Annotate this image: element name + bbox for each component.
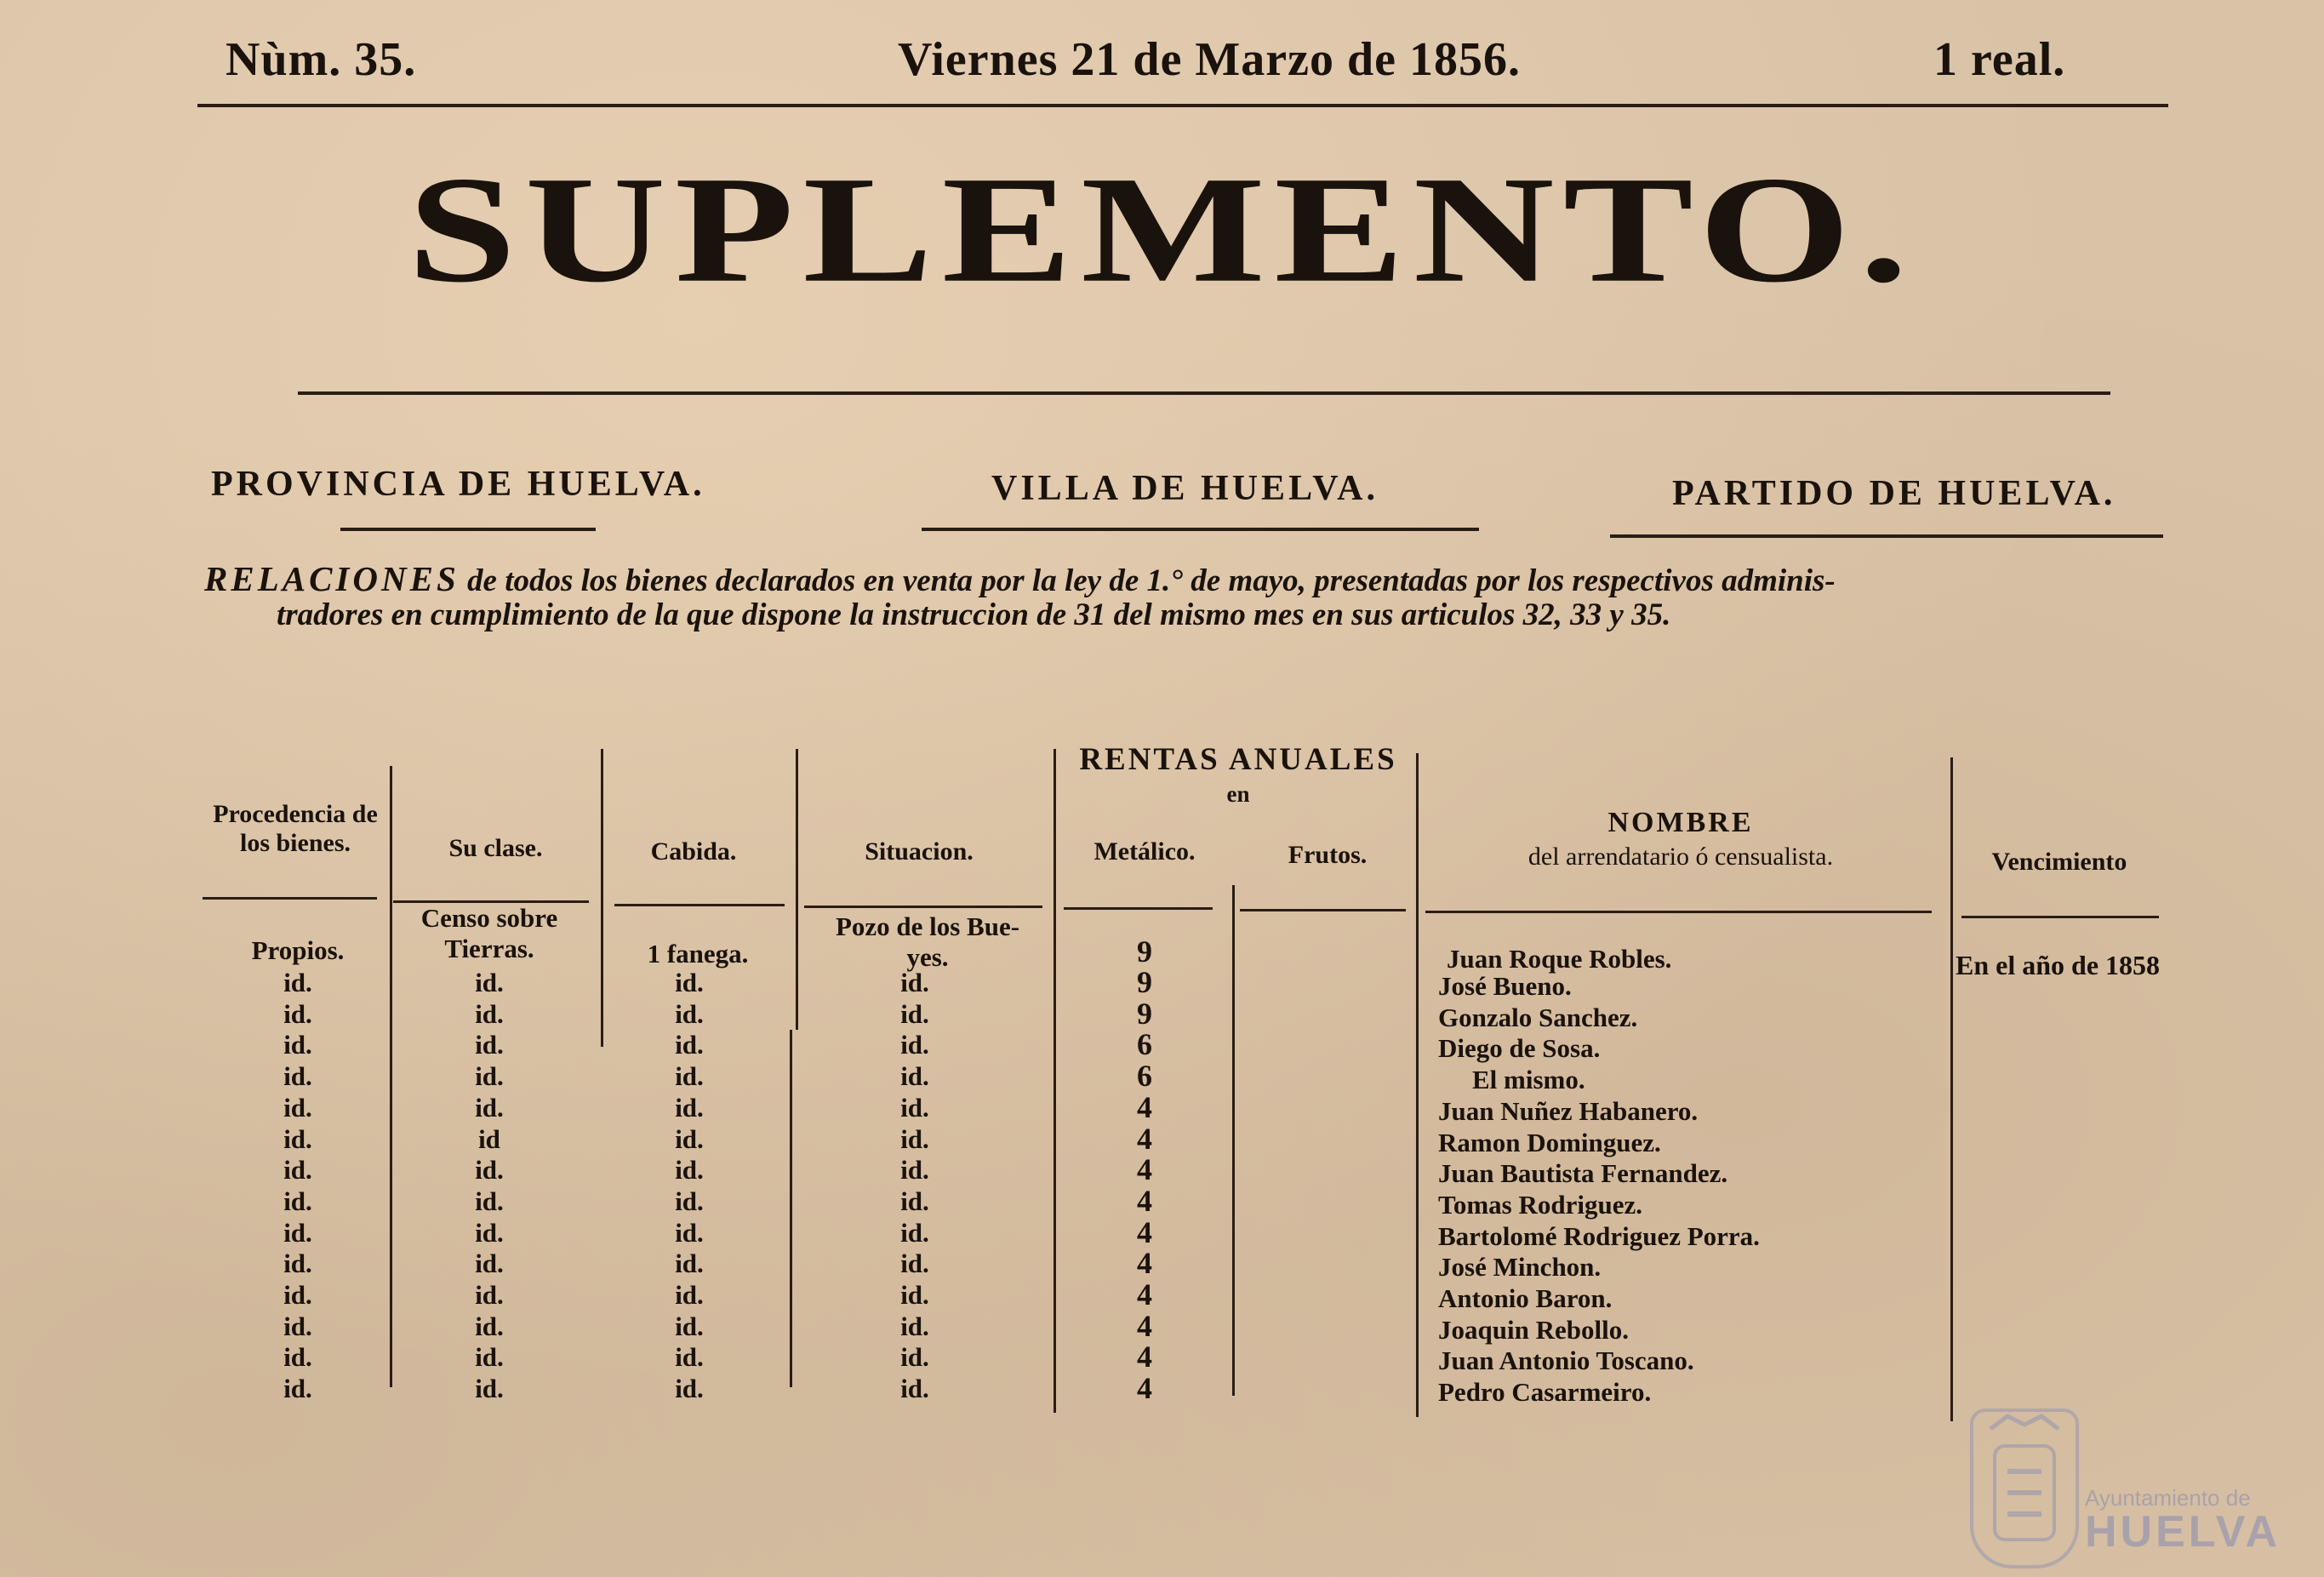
header-underline <box>614 904 785 906</box>
column-divider <box>1054 749 1056 1413</box>
issue-number: Nùm. 35. <box>226 33 417 86</box>
town-rule <box>922 528 1479 531</box>
row-situacion: id. <box>900 1374 929 1404</box>
row-procedencia: id. <box>283 1217 312 1248</box>
row-nombre: José Bueno. <box>1438 971 1572 1001</box>
row-situacion: id. <box>900 1342 929 1373</box>
row-procedencia: id. <box>283 1092 312 1123</box>
row-nombre: José Minchon. <box>1438 1252 1602 1283</box>
column-divider <box>1950 757 1953 1421</box>
district-heading: PARTIDO DE HUELVA. <box>1672 474 2116 513</box>
intro-paragraph <box>204 559 2178 632</box>
row-clase: id. <box>475 1061 504 1092</box>
row-nombre: Antonio Baron. <box>1438 1283 1613 1313</box>
row-procedencia: id. <box>283 1311 312 1341</box>
row-cabida: id. <box>675 1374 704 1404</box>
row-nombre: Pedro Casarmeiro. <box>1438 1377 1652 1408</box>
row-clase: id. <box>475 1217 504 1248</box>
row-nombre: Juan Nuñez Habanero. <box>1438 1095 1699 1126</box>
header-metalico: Metálico. <box>1093 837 1196 866</box>
row-procedencia: id. <box>283 1030 312 1060</box>
row-nombre: Diego de Sosa. <box>1438 1033 1601 1064</box>
row-cabida: id. <box>675 998 704 1029</box>
page-title: SUPLEMENTO. <box>407 144 1917 314</box>
coat-of-arms-icon <box>1970 1408 2079 1568</box>
row-metalico: 4 <box>1137 1152 1152 1187</box>
row-procedencia: id. <box>283 1374 312 1404</box>
row-situacion: id. <box>900 1061 929 1092</box>
masthead-rule <box>197 104 2168 107</box>
row-procedencia: id. <box>283 998 312 1029</box>
header-underline <box>1064 907 1213 910</box>
province-rule <box>340 528 596 531</box>
row-metalico: 4 <box>1137 1246 1152 1281</box>
row-metalico: 4 <box>1137 1089 1152 1124</box>
row-cabida: id. <box>675 1342 704 1373</box>
header-procedencia: Procedencia de los bienes. <box>213 800 378 857</box>
row-clase: id. <box>475 1311 504 1341</box>
row-metalico: 4 <box>1137 1277 1152 1311</box>
cell-clase: Tierras. <box>444 934 534 963</box>
column-divider <box>790 1030 792 1387</box>
column-divider <box>1416 753 1419 1417</box>
row-situacion: id. <box>900 998 929 1029</box>
header-nombre-sub: del arrendatario ó censualista. <box>1527 843 1834 871</box>
intro-line2: tradores en cumplimiento de la que dispone la instruccion de 31 del mismo mes en sus articulos 32, 33 y 35. <box>277 597 1671 632</box>
cell-metalico: 9 <box>1137 934 1152 968</box>
row-clase: id <box>478 1123 500 1154</box>
header-clase: Su clase. <box>448 834 543 862</box>
row-cabida: id. <box>675 1311 704 1341</box>
province-heading: PROVINCIA DE HUELVA. <box>211 465 705 504</box>
issue-price: 1 real. <box>1933 33 2066 86</box>
header-underline <box>203 897 377 900</box>
row-situacion: id. <box>900 1311 929 1341</box>
row-procedencia: id. <box>283 1061 312 1092</box>
cell-vencimiento: En el año de 1858 <box>1956 950 2161 980</box>
row-clase: id. <box>475 968 504 997</box>
row-metalico: 4 <box>1137 1340 1152 1374</box>
row-clase: id. <box>475 1280 504 1310</box>
row-metalico: 4 <box>1137 1214 1152 1249</box>
header-underline <box>1961 916 2159 918</box>
row-metalico: 4 <box>1137 1371 1152 1406</box>
header-underline <box>1425 911 1932 913</box>
row-metalico: 9 <box>1137 996 1152 1031</box>
row-metalico: 4 <box>1137 1183 1152 1218</box>
header-frutos: Frutos. <box>1288 841 1368 869</box>
row-nombre: El mismo. <box>1472 1065 1585 1095</box>
row-nombre: Juan Antonio Toscano. <box>1438 1346 1694 1376</box>
row-clase: id. <box>475 1248 504 1279</box>
row-procedencia: id. <box>283 968 312 997</box>
row-situacion: id. <box>900 1092 929 1123</box>
row-metalico: 6 <box>1137 1059 1152 1094</box>
intro-lead: RELACIONES <box>204 559 460 598</box>
row-cabida: id. <box>675 1155 704 1186</box>
row-clase: id. <box>475 1092 504 1123</box>
watermark-line2: HUELVA <box>2085 1507 2281 1557</box>
row-procedencia: id. <box>283 1155 312 1186</box>
header-rentas-en: en <box>1226 781 1250 807</box>
column-divider <box>390 766 392 1387</box>
header-underline <box>804 906 1042 908</box>
row-situacion: id. <box>900 1155 929 1186</box>
row-situacion: id. <box>900 1030 929 1060</box>
issue-date: Viernes 21 de Marzo de 1856. <box>898 33 1521 86</box>
row-nombre: Juan Bautista Fernandez. <box>1438 1158 1728 1189</box>
row-situacion: id. <box>900 1186 929 1216</box>
header-cabida: Cabida. <box>650 837 737 866</box>
row-situacion: id. <box>900 1217 929 1248</box>
row-procedencia: id. <box>283 1123 312 1154</box>
row-clase: id. <box>475 1030 504 1060</box>
row-procedencia: id. <box>283 1342 312 1373</box>
title-rule <box>298 391 2110 395</box>
cell-situacion: yes. <box>906 942 949 972</box>
cell-procedencia: Propios. <box>251 935 345 965</box>
row-clase: id. <box>475 1374 504 1404</box>
header-rentas-group: RENTAS ANUALES <box>1079 742 1397 777</box>
cell-cabida: 1 fanega. <box>647 939 749 968</box>
row-cabida: id. <box>675 1248 704 1279</box>
column-divider <box>601 749 603 1047</box>
row-situacion: id. <box>900 1280 929 1310</box>
row-metalico: 9 <box>1137 965 1152 999</box>
row-cabida: id. <box>675 1280 704 1310</box>
header-situacion: Situacion. <box>865 837 974 866</box>
cell-situacion-top: Pozo de los Bue- <box>835 911 1020 941</box>
row-cabida: id. <box>675 1061 704 1092</box>
row-metalico: 6 <box>1137 1027 1152 1062</box>
district-rule <box>1610 534 2163 538</box>
row-cabida: id. <box>675 1186 704 1216</box>
row-procedencia: id. <box>283 1280 312 1310</box>
row-clase: id. <box>475 1155 504 1186</box>
row-procedencia: id. <box>283 1186 312 1216</box>
watermark-line1: Ayuntamiento de <box>2085 1485 2251 1511</box>
row-procedencia: id. <box>283 1248 312 1279</box>
intro-line1: de todos los bienes declarados en venta por la ley de 1.° de mayo, presentadas por los respectivos adminis- <box>467 563 1836 598</box>
header-vencimiento: Vencimiento <box>1991 848 2127 876</box>
column-divider <box>796 749 798 1030</box>
row-cabida: id. <box>675 968 704 997</box>
column-divider <box>1232 885 1235 1396</box>
row-nombre: Joaquin Rebollo. <box>1438 1314 1629 1345</box>
row-clase: id. <box>475 1186 504 1216</box>
row-clase: id. <box>475 1342 504 1373</box>
row-situacion: id. <box>900 1248 929 1279</box>
cell-clase-top: Censo sobre <box>420 903 558 933</box>
row-clase: id. <box>475 998 504 1029</box>
row-metalico: 4 <box>1137 1308 1152 1343</box>
row-cabida: id. <box>675 1092 704 1123</box>
row-nombre: Gonzalo Sanchez. <box>1438 1002 1638 1032</box>
town-heading: VILLA DE HUELVA. <box>991 469 1379 508</box>
row-cabida: id. <box>675 1030 704 1060</box>
header-nombre: NOMBRE <box>1607 807 1754 838</box>
row-metalico: 4 <box>1137 1121 1152 1156</box>
row-situacion: id. <box>900 968 929 997</box>
row-cabida: id. <box>675 1123 704 1154</box>
row-nombre: Ramon Dominguez. <box>1438 1127 1661 1157</box>
row-nombre: Tomas Rodriguez. <box>1438 1189 1642 1220</box>
cell-nombre: Juan Roque Robles. <box>1447 944 1672 974</box>
row-nombre: Bartolomé Rodriguez Porra. <box>1438 1220 1760 1251</box>
row-cabida: id. <box>675 1217 704 1248</box>
header-underline <box>1240 909 1406 911</box>
row-situacion: id. <box>900 1123 929 1154</box>
